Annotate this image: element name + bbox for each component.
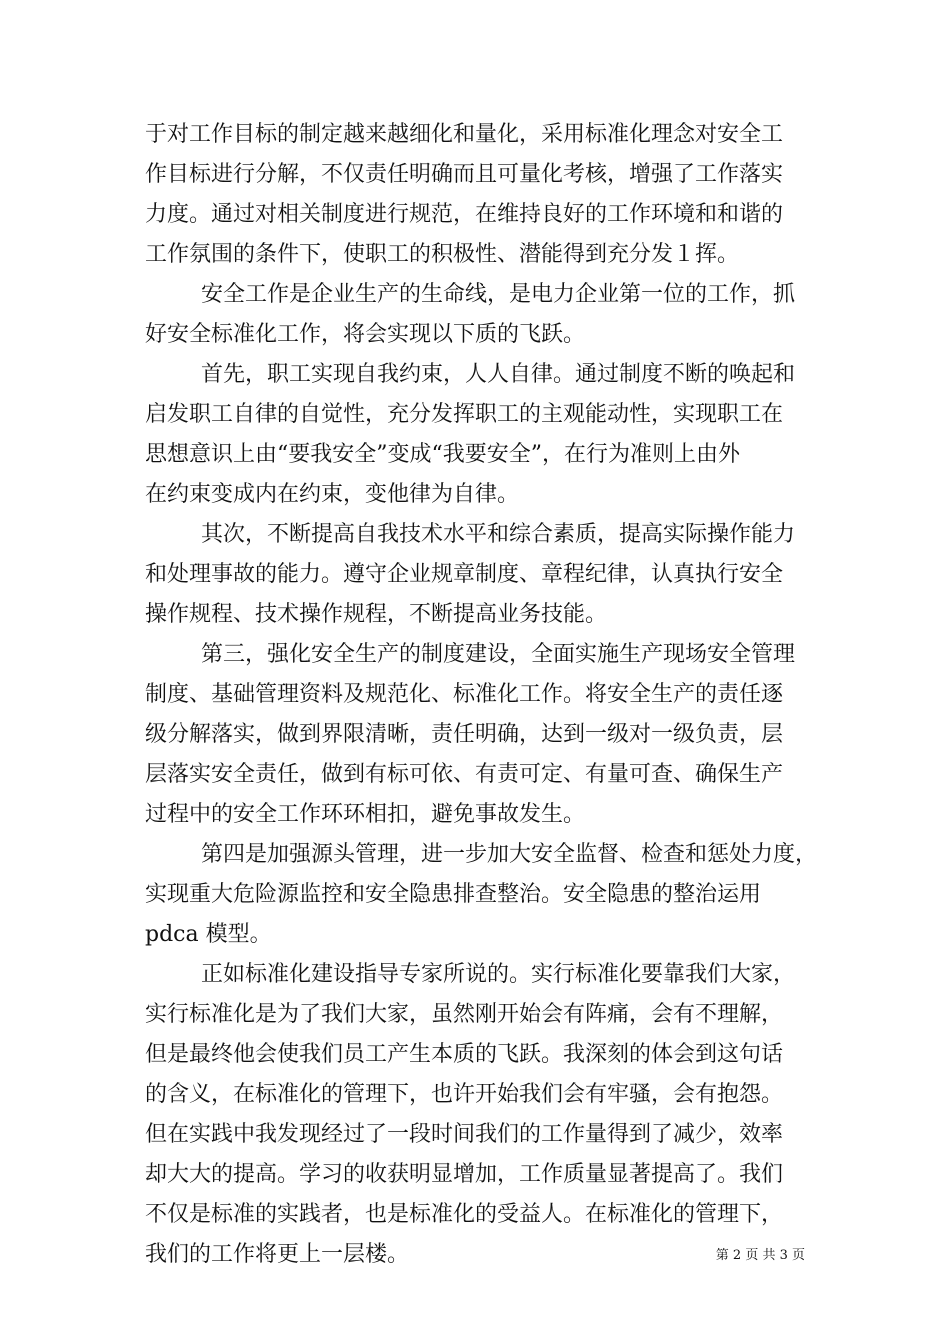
text-line: 不仅是标准的实践者，也是标准化的受益人。在标准化的管理下， — [145, 1202, 784, 1227]
text-line: 实行标准化是为了我们大家，虽然刚开始会有阵痛，会有不理解， — [145, 1002, 784, 1027]
text-line: 其次，不断提高自我技术水平和综合素质，提高实际操作能力 — [201, 522, 796, 547]
text-line: 首先，职工实现自我约束，人人自律。通过制度不断的唤起和 — [201, 362, 796, 387]
text-line: 工作氛围的条件下，使职工的积极性、潜能得到充分发１挥。 — [145, 242, 740, 267]
text-line: 第四是加强源头管理，进一步加大安全监督、检查和惩处力度， — [201, 842, 818, 867]
text-line: 的含义，在标准化的管理下，也许开始我们会有牢骚，会有抱怨。 — [145, 1082, 784, 1107]
page-number: 第 2 页 共 3 页 — [715, 1248, 805, 1263]
text-line: 第三，强化安全生产的制度建设，全面实施生产现场安全管理 — [201, 642, 796, 667]
text-line: 作目标进行分解，不仅责任明确而且可量化考核，增强了工作落实 — [145, 162, 784, 187]
text-line: 正如标准化建设指导专家所说的。实行标准化要靠我们大家， — [201, 962, 796, 987]
text-line: 操作规程、技术操作规程，不断提高业务技能。 — [145, 602, 608, 627]
paragraph-7 — [145, 955, 810, 1275]
paragraph-6 — [145, 835, 818, 955]
text-line: 制度、基础管理资料及规范化、标准化工作。将安全生产的责任逐 — [145, 682, 784, 707]
paragraph-5 — [145, 635, 810, 835]
text-line: 好安全标准化工作，将会实现以下质的飞跃。 — [145, 322, 586, 347]
paragraph-2 — [145, 275, 810, 355]
text-line: 但是最终他会使我们员工产生本质的飞跃。我深刻的体会到这句话 — [145, 1042, 784, 1067]
text-line: 安全工作是企业生产的生命线，是电力企业第一位的工作，抓 — [201, 282, 796, 307]
text-line: 和处理事故的能力。遵守企业规章制度、章程纪律，认真执行安全 — [145, 562, 784, 587]
paragraph-4 — [145, 515, 810, 635]
text-line: 级分解落实，做到界限清晰，责任明确，达到一级对一级负责，层 — [145, 722, 784, 747]
text-line: 力度。通过对相关制度进行规范，在维持良好的工作环境和和谐的 — [145, 202, 784, 227]
text-line: 思想意识上由“要我安全”变成“我要安全”，在行为准则上由外 — [145, 442, 740, 467]
text-line: 却大大的提高。学习的收获明显增加，工作质量显著提高了。我们 — [145, 1162, 784, 1187]
paragraph-3 — [145, 355, 810, 515]
text-line: pdca 模型。 — [145, 922, 272, 947]
text-line: 层落实安全责任，做到有标可依、有责可定、有量可查、确保生产 — [145, 762, 784, 787]
text-line: 于对工作目标的制定越来越细化和量化，采用标准化理念对安全工 — [145, 122, 784, 147]
text-line: 在约束变成内在约束，变他律为自律。 — [145, 482, 520, 507]
text-line: 我们的工作将更上一层楼。 — [145, 1242, 410, 1267]
text-line: 但在实践中我发现经过了一段时间我们的工作量得到了减少，效率 — [145, 1122, 784, 1147]
text-line: 启发职工自律的自觉性，充分发挥职工的主观能动性，实现职工在 — [145, 402, 784, 427]
text-line: 过程中的安全工作环环相扣，避免事故发生。 — [145, 802, 586, 827]
paragraph-1 — [145, 115, 810, 275]
document-body — [145, 115, 818, 1275]
text-line: 实现重大危险源监控和安全隐患排查整治。安全隐患的整治运用 — [145, 882, 762, 907]
